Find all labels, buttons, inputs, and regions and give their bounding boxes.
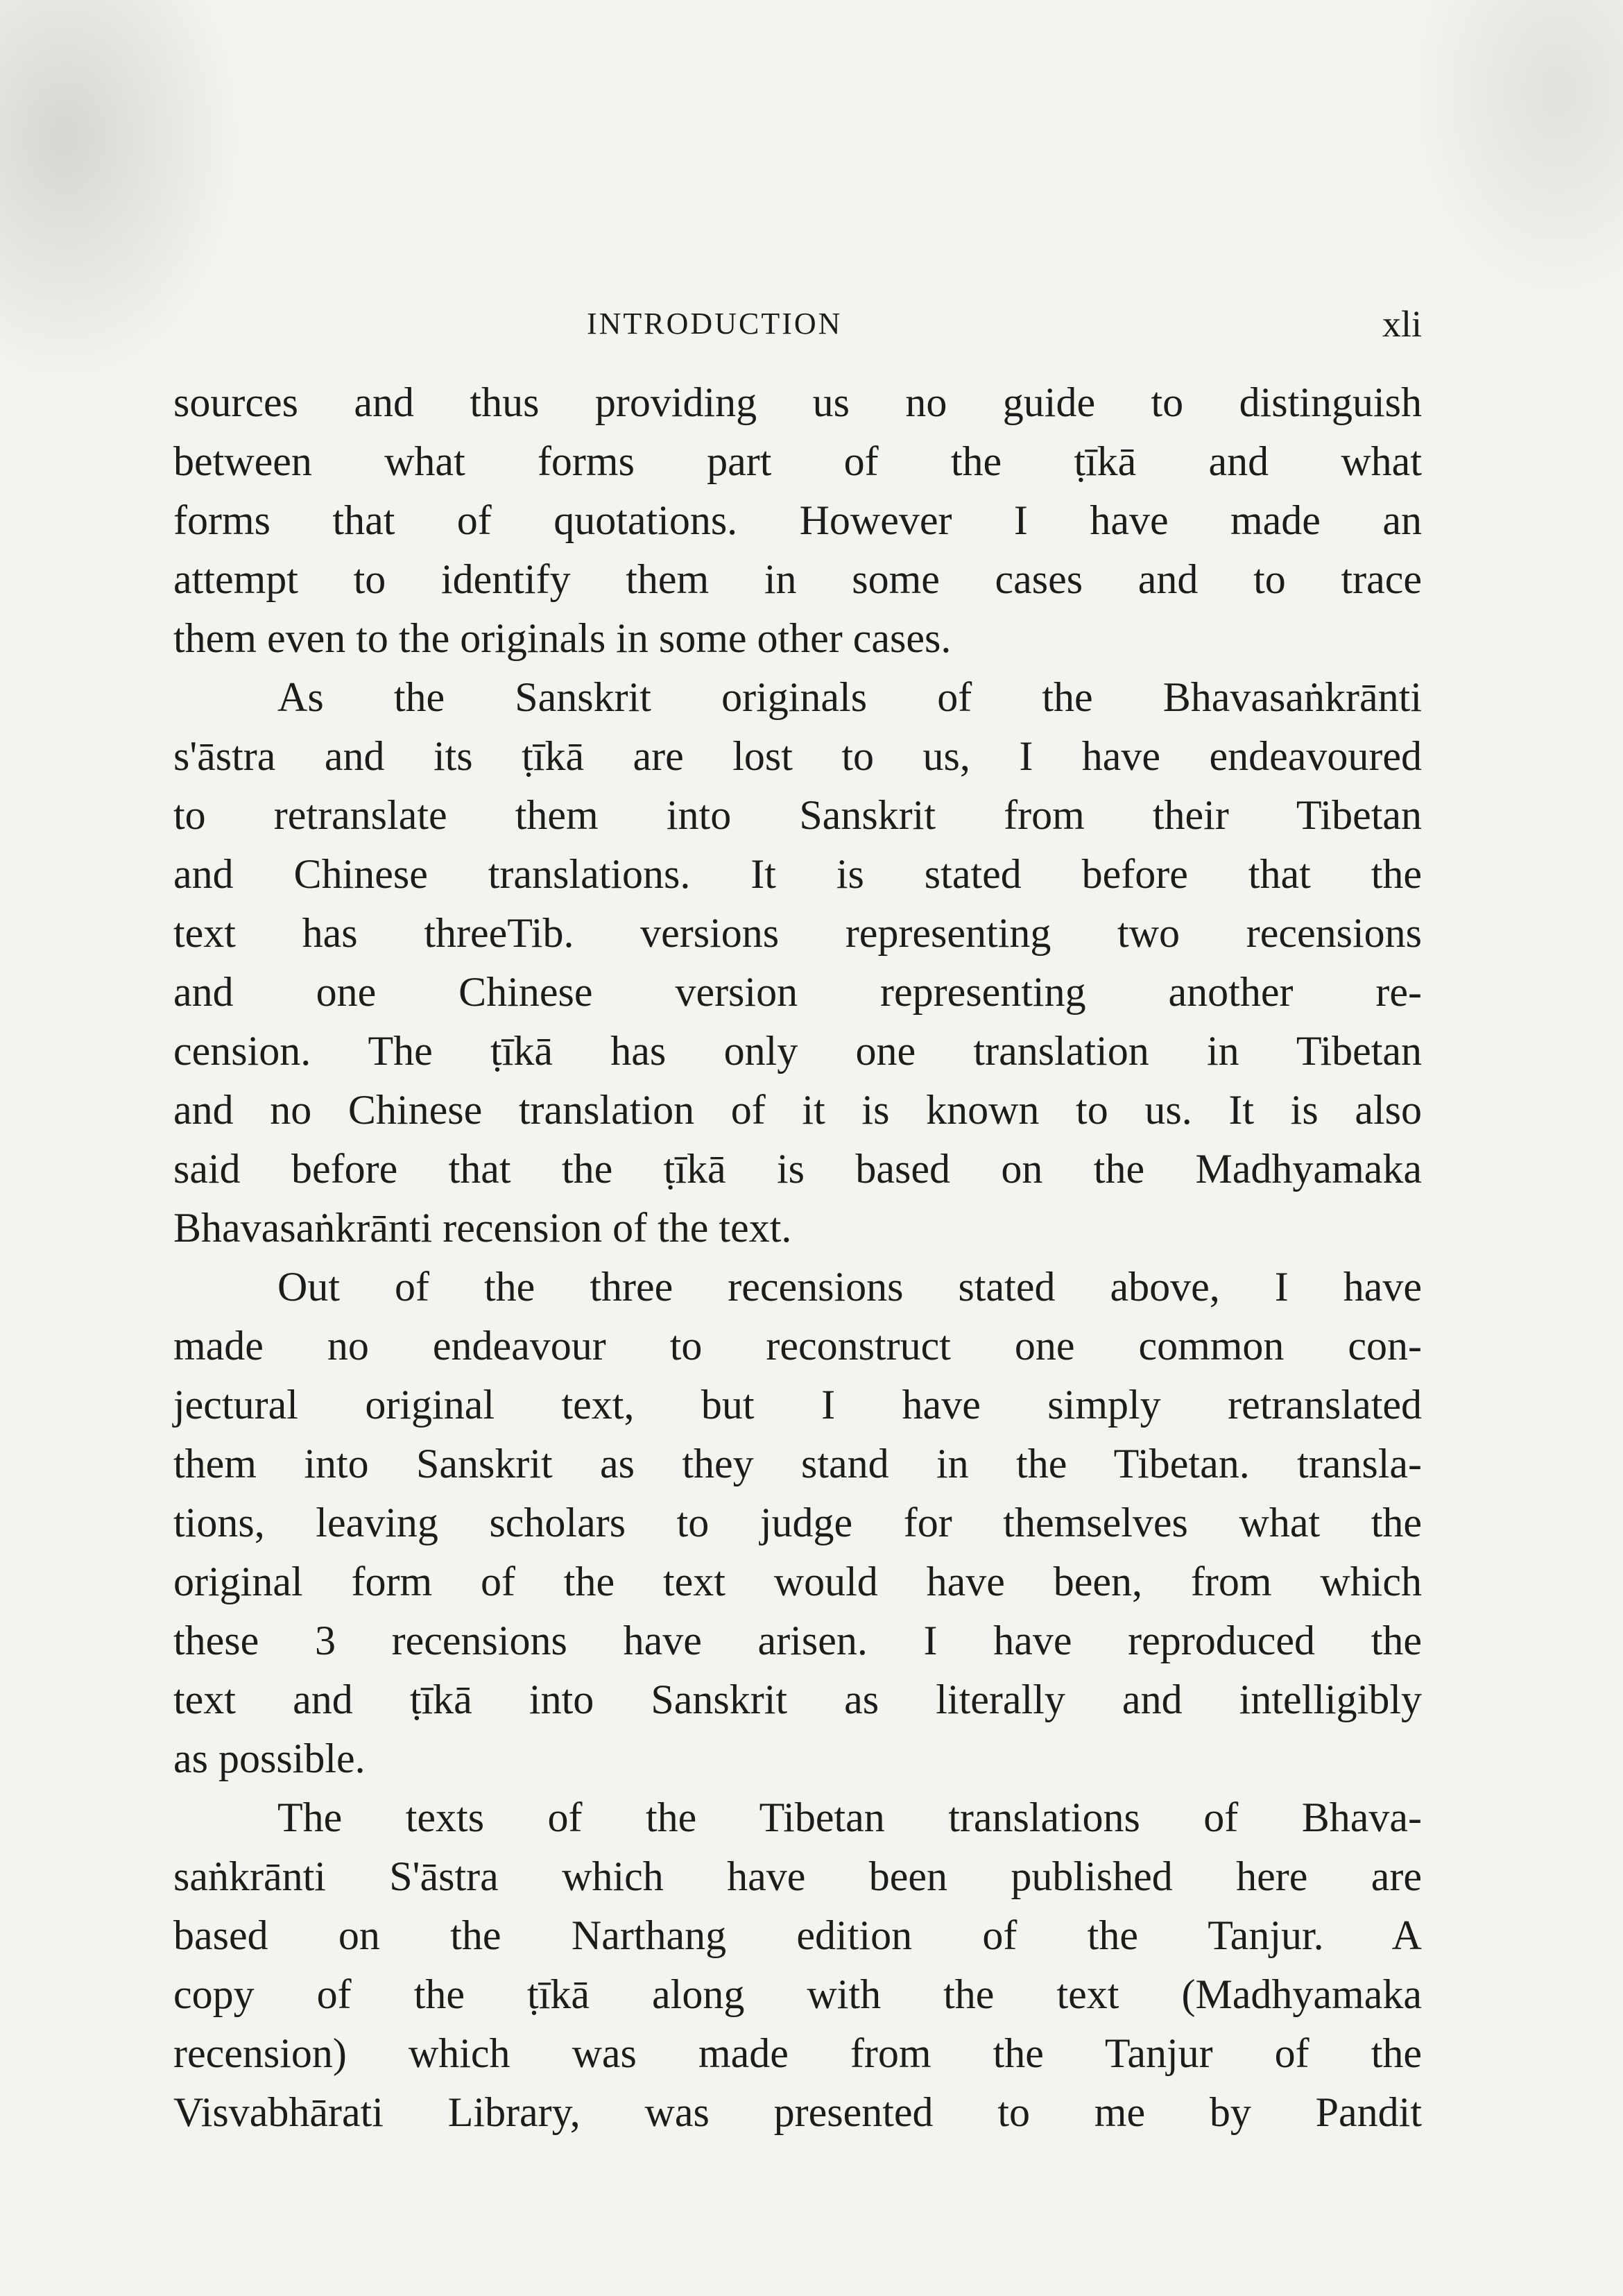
text-line: Out of the three recensions stated above, I have xyxy=(277,1264,1422,1310)
text-line: Visvabhārati Library, was presented to me by Pandit xyxy=(173,2089,1422,2135)
page-header xyxy=(173,300,1422,348)
text-line: s'āstra and its ṭīkā are lost to us, I have endeavoured xyxy=(173,733,1422,779)
text-line: sources and thus providing us no guide to distinguish xyxy=(173,379,1422,425)
text-line: text and ṭīkā into Sanskrit as literally and intelligibly xyxy=(173,1677,1422,1722)
text-line: made no endeavour to reconstruct one common con- xyxy=(173,1323,1422,1369)
text-line: original form of the text would have been, from which xyxy=(173,1559,1422,1604)
text-line: them even to the originals in some other cases. xyxy=(173,615,952,661)
page-number: xli xyxy=(1382,303,1422,345)
paragraph xyxy=(173,373,1422,668)
text-line: as possible. xyxy=(173,1736,366,1781)
paragraph xyxy=(173,668,1422,1258)
paragraph xyxy=(173,1788,1422,2142)
text-line: attempt to identify them in some cases and to trace xyxy=(173,556,1422,602)
body-text xyxy=(173,373,1422,2142)
text-line: and Chinese translations. It is stated before that the xyxy=(173,851,1422,897)
text-line: tions, leaving scholars to judge for themselves what the xyxy=(173,1500,1422,1545)
text-line: text has threeTib. versions representing two recensions xyxy=(173,910,1422,956)
text-line: copy of the ṭīkā along with the text (Madhyamaka xyxy=(173,1971,1422,2017)
text-line: recension) which was made from the Tanjur of the xyxy=(173,2030,1422,2076)
text-line: jectural original text, but I have simply retranslated xyxy=(173,1382,1422,1428)
text-line: based on the Narthang edition of the Tanjur. A xyxy=(173,1912,1422,1958)
paragraph xyxy=(173,1258,1422,1788)
text-line: said before that the ṭīkā is based on the Madhyamaka xyxy=(173,1146,1422,1192)
text-line: forms that of quotations. However I have made an xyxy=(173,497,1422,543)
text-line: these 3 recensions have arisen. I have reproduced the xyxy=(173,1618,1422,1663)
running-head: INTRODUCTION xyxy=(587,307,843,341)
text-line: saṅkrānti S'āstra which have been published here are xyxy=(173,1853,1422,1899)
text-line: between what forms part of the ṭīkā and what xyxy=(173,438,1422,484)
text-line: and no Chinese translation of it is known to us. It is also xyxy=(173,1087,1422,1133)
text-line: Bhavasaṅkrānti recension of the text. xyxy=(173,1205,792,1251)
text-line: and one Chinese version representing another re- xyxy=(173,969,1422,1015)
text-line: to retranslate them into Sanskrit from their Tibetan xyxy=(173,792,1422,838)
text-line: cension. The ṭīkā has only one translation in Tibetan xyxy=(173,1028,1422,1074)
text-line: The texts of the Tibetan translations of Bhava- xyxy=(277,1794,1422,1840)
text-line: them into Sanskrit as they stand in the Tibetan. transla- xyxy=(173,1441,1422,1487)
text-line: As the Sanskrit originals of the Bhavasaṅkrānti xyxy=(277,674,1422,720)
